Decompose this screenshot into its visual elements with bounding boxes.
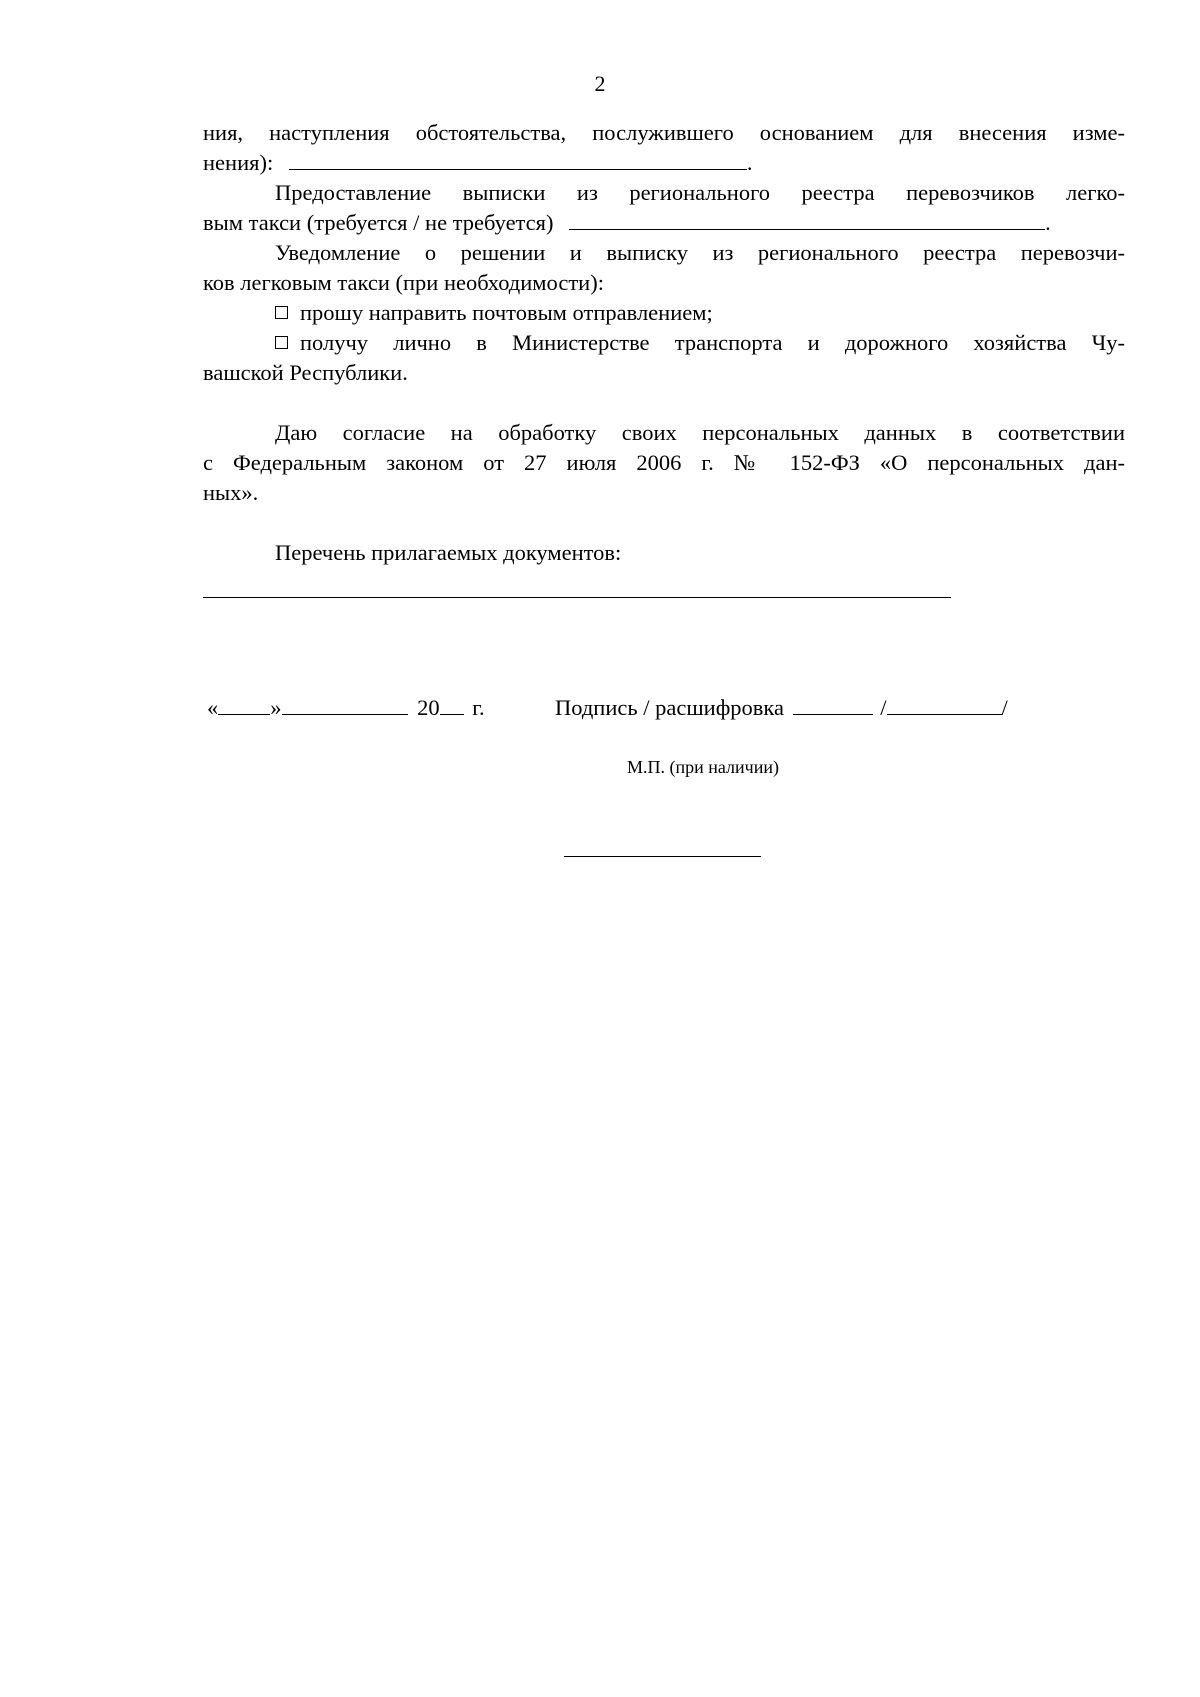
documents-field[interactable] bbox=[203, 597, 951, 598]
change-reason-field[interactable] bbox=[289, 149, 747, 170]
year-prefix: 20 bbox=[417, 695, 440, 720]
quote-open: « bbox=[207, 695, 219, 720]
documents-label: Перечень прилагаемых документов: bbox=[275, 540, 622, 565]
day-field[interactable] bbox=[218, 694, 270, 715]
stamp-label: М.П. (при наличии) bbox=[627, 757, 779, 777]
personal-pickup-checkbox[interactable] bbox=[275, 336, 288, 349]
text-line: ния, наступления обстоятельства, послужившего основанием для внесения изме- bbox=[203, 120, 1125, 145]
quote-close: » bbox=[270, 695, 282, 720]
slash: / bbox=[1001, 695, 1008, 720]
text-line: Уведомление о решении и выписку из регионального реестра перевозчи- bbox=[275, 240, 1125, 265]
year-suffix: г. bbox=[472, 695, 485, 720]
text-fragment: . bbox=[746, 150, 753, 175]
text-fragment: нения): bbox=[203, 150, 274, 175]
text-line: Даю согласие на обработку своих персональных данных в соответствии bbox=[275, 420, 1125, 445]
postal-delivery-checkbox[interactable] bbox=[275, 306, 288, 319]
option-label: получу лично в Министерстве транспорта и дорожного хозяйства Чу- bbox=[300, 330, 1125, 355]
signature-row bbox=[207, 693, 485, 723]
text-line: Предоставление выписки из регионального реестра перевозчиков легко- bbox=[275, 180, 1125, 205]
year-field[interactable] bbox=[440, 694, 464, 715]
text-line: ков легковым такси (при необходимости): bbox=[203, 270, 604, 295]
page-number: 2 bbox=[594, 71, 606, 96]
end-rule bbox=[564, 856, 761, 857]
extract-required-field[interactable] bbox=[569, 209, 1045, 230]
name-field[interactable] bbox=[887, 694, 1002, 715]
signature-label: Подпись / расшифровка bbox=[555, 695, 784, 720]
option-label: прошу направить почтовым отправлением; bbox=[300, 300, 713, 325]
option-row bbox=[275, 328, 1125, 358]
slash: / bbox=[880, 695, 887, 720]
text-fragment: вым такси (требуется / не требуется) bbox=[203, 210, 554, 235]
option-row bbox=[275, 298, 1125, 328]
text-line: ных». bbox=[203, 480, 259, 505]
signature-label-row bbox=[555, 693, 1008, 723]
text-line bbox=[203, 148, 1125, 178]
month-field[interactable] bbox=[282, 694, 408, 715]
text-line bbox=[203, 208, 1125, 238]
signature-field[interactable] bbox=[793, 694, 873, 715]
text-line: с Федеральным законом от 27 июля 2006 г. № 152-ФЗ «О персональных дан- bbox=[203, 450, 1125, 475]
text-line: вашской Республики. bbox=[203, 360, 408, 385]
text-fragment: . bbox=[1045, 210, 1051, 235]
